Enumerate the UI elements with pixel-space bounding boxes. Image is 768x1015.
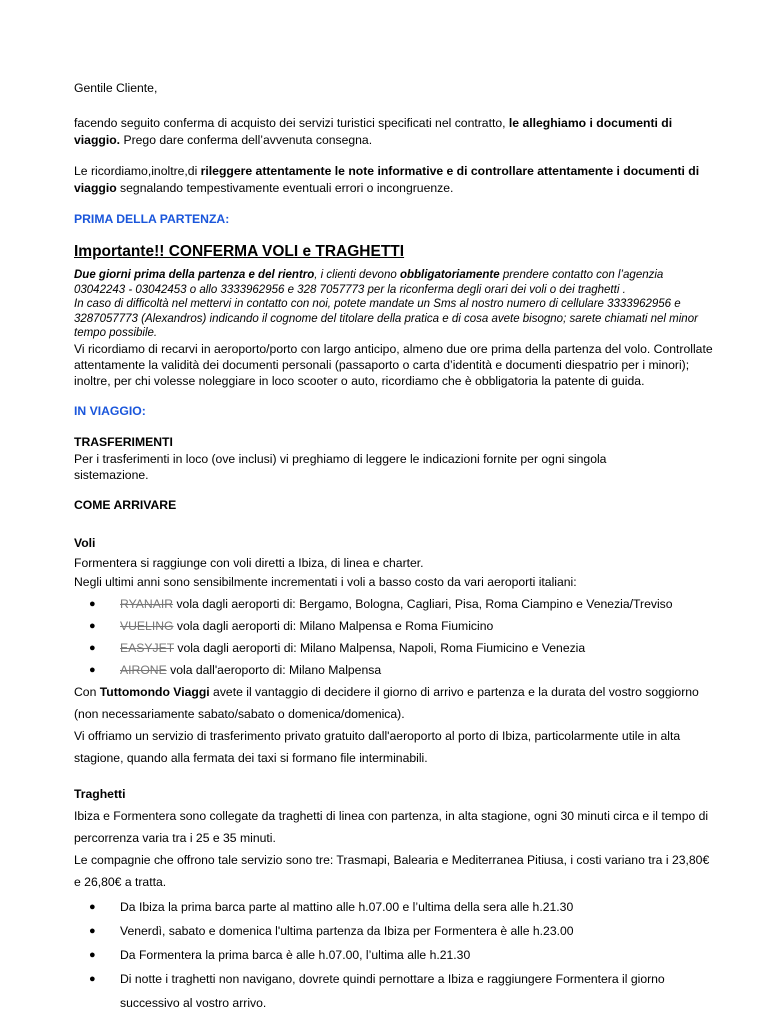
tm-brand: Tuttomondo Viaggi bbox=[99, 684, 210, 699]
airline-text: vola dagli aeroporti di: Bergamo, Bologna, Cagliari, Pisa, Roma Ciampino e Venezia/Treviso bbox=[173, 596, 673, 611]
intro-paragraph bbox=[74, 115, 714, 149]
remind-bold: rileggere attentamente le note informative e di controllare attentamente i documenti di viaggio bbox=[74, 164, 700, 195]
bullet-icon: ● bbox=[89, 924, 96, 937]
ferry-item-text: Venerdì, sabato e domenica l'ultima partenza da Ibiza per Formentera è alle h.23.00 bbox=[120, 923, 574, 938]
airline-link[interactable]: RYANAIR bbox=[120, 596, 174, 611]
bullet-icon: ● bbox=[89, 641, 96, 654]
arrive-title-text: COME ARRIVARE bbox=[74, 497, 177, 512]
remind-text: Le ricordiamo,inoltre,di bbox=[74, 164, 201, 178]
airline-link[interactable]: AIRONE bbox=[120, 662, 167, 677]
list-item bbox=[74, 659, 714, 681]
greeting: Gentile Cliente, bbox=[74, 81, 158, 95]
ferry-item-text: Di notte i traghetti non navigano, dovrete quindi pernottare a Ibiza e raggiungere Formentera il giorno successivo al vostro arrivo. bbox=[120, 971, 665, 1010]
airlines-list bbox=[74, 593, 714, 681]
italic-text-contact: prendere contatto con l’agenzia 03042243 - 03042453 o allo 3333962956 e 328 7057773 per la riconferma degli orari dei voli o dei traghetti . bbox=[74, 269, 664, 296]
flights-title-text: Voli bbox=[74, 535, 96, 550]
transfers-title bbox=[74, 434, 714, 451]
list-item bbox=[74, 919, 714, 943]
section-heading-in-travel: IN VIAGGIO: bbox=[74, 403, 146, 418]
bullet-icon: ● bbox=[89, 619, 96, 632]
list-item bbox=[74, 895, 714, 919]
important-title: Importante!! CONFERMA VOLI e TRAGHETTI bbox=[74, 243, 405, 260]
intro-text-end: Prego dare conferma dell’avvenuta consegna. bbox=[120, 133, 373, 147]
airline-link[interactable]: VUELING bbox=[120, 618, 174, 633]
transfer-service: Vi offriamo un servizio di trasferimento privato gratuito dall'aeroporto al porto di Ibiza, particolarmente utile in alta stagione, quando alla fermata dei taxi si formano file interminabili. bbox=[74, 728, 681, 765]
document-body bbox=[74, 80, 714, 1015]
bullet-icon: ● bbox=[89, 663, 96, 676]
intro-text: facendo seguito conferma di acquisto dei servizi turistici specificati nel contratto, bbox=[74, 116, 509, 130]
flights-p2: Negli ultimi anni sono sensibilmente incrementati i voli a basso costo da vari aeroporti italiani: bbox=[74, 574, 577, 589]
transfers-title-text: TRASFERIMENTI bbox=[74, 434, 173, 449]
bullet-icon: ● bbox=[89, 900, 96, 913]
ferry-item-text: Da Ibiza la prima barca parte al mattino alle h.07.00 e l’ultima della sera alle h.21.30 bbox=[120, 899, 574, 914]
list-item bbox=[74, 615, 714, 637]
bullet-icon: ● bbox=[89, 972, 96, 985]
list-item bbox=[74, 967, 714, 1015]
airline-text: vola dagli aeroporti di: Milano Malpensa, Napoli, Roma Fiumicino e Venezia bbox=[173, 640, 586, 655]
sms-instructions: In caso di difficoltà nel mettervi in contatto con noi, potete mandate un Sms al nostro numero di cellulare 3333962956 e 3287057773 (Alexandros) indicando il cognome del titolare della pratica e di cosa avete bisogno; sarete chiamati nel minor tempo possibile. bbox=[74, 298, 698, 339]
intro-bold: le alleghiamo i documenti di viaggio. bbox=[74, 116, 673, 147]
list-item bbox=[74, 637, 714, 659]
airline-text: vola dagli aeroporti di: Milano Malpensa e Roma Fiumicino bbox=[173, 618, 494, 633]
ferries-title-text: Traghetti bbox=[74, 786, 126, 801]
bullet-icon: ● bbox=[89, 597, 96, 610]
italic-text: , i clienti devono bbox=[314, 269, 400, 281]
tm-text-end: avete il vantaggio di decidere il giorno di arrivo e partenza e la durata del vostro soggiorno (non necessariamente sabato/sabato o domenica/domenica). bbox=[74, 684, 699, 721]
airline-text: vola dall'aeroporto di: Milano Malpensa bbox=[166, 662, 382, 677]
italic-bold-lead: Due giorni prima della partenza e del rientro bbox=[74, 269, 315, 281]
flights-title bbox=[74, 532, 714, 554]
ferries-p1: Ibiza e Formentera sono collegate da traghetti di linea con partenza, in alta stagione, ogni 30 minuti circa e il tempo di percorrenza varia tra i 25 e 35 minuti. bbox=[74, 808, 709, 845]
flights-p1: Formentera si raggiunge con voli diretti a Ibiza, di linea e charter. bbox=[74, 555, 424, 570]
section-heading-before-departure: PRIMA DELLA PARTENZA: bbox=[74, 212, 230, 226]
airline-link[interactable]: EASYJET bbox=[120, 640, 174, 655]
confirmation-instructions bbox=[74, 268, 714, 297]
tuttomondo-paragraph bbox=[74, 681, 714, 725]
ferry-item-text: Da Formentera la prima barca è alle h.07.00, l’ultima alle h.21.30 bbox=[120, 947, 471, 962]
ferries-p2: Le compagnie che offrono tale servizio sono tre: Trasmapi, Balearia e Mediterranea Pitiusa, i costi variano tra i 23,80€ e 26,80€ a tratta. bbox=[74, 852, 710, 889]
tm-text: Con bbox=[74, 684, 100, 699]
list-item bbox=[74, 943, 714, 967]
italic-bold-mandatory: obbligatoriamente bbox=[399, 269, 500, 281]
remind-text-end: segnalando tempestivamente eventuali errori o incongruenze. bbox=[116, 181, 454, 195]
remind-paragraph bbox=[74, 163, 714, 197]
ferry-list bbox=[74, 895, 714, 1015]
airport-note: Vi ricordiamo di recarvi in aeroporto/porto con largo anticipo, almeno due ore prima della partenza del volo. Controllate attentamente la validità dei documenti personali (passaporto o carta d’identità e documenti diespatrio per i minori); inoltre, per chi volesse noleggiare in loco scooter o auto, ricordiamo che è obbligatoria la patente di guida. bbox=[74, 341, 713, 388]
bullet-icon: ● bbox=[89, 948, 96, 961]
ferries-title bbox=[74, 783, 714, 805]
arrive-title bbox=[74, 497, 714, 514]
transfers-text: Per i trasferimenti in loco (ove inclusi) vi preghiamo di leggere le indicazioni fornite per ogni singola sistemazione. bbox=[74, 451, 607, 482]
list-item bbox=[74, 593, 714, 615]
